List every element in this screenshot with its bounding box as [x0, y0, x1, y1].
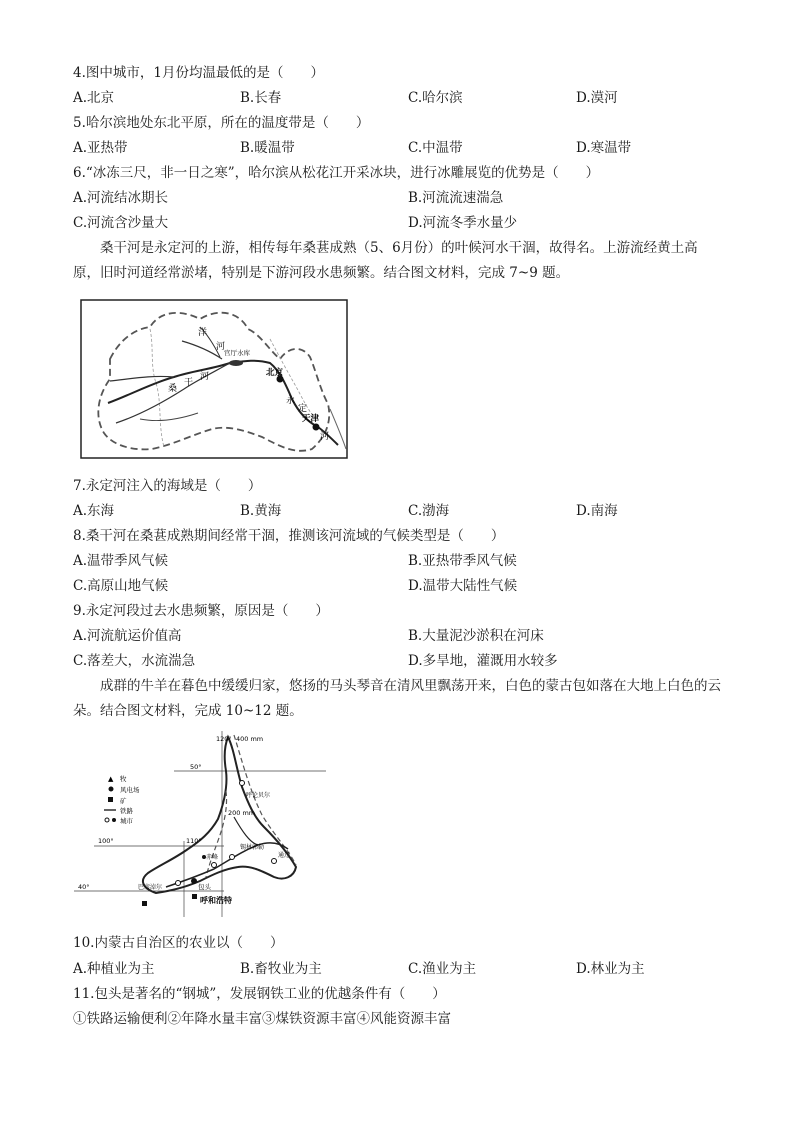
label-iso400: 400 mm [236, 735, 264, 743]
inner-mongolia-map [74, 731, 326, 917]
q11-choices: ①铁路运输便利②年降水量丰富③煤铁资源丰富④风能资源丰富 [73, 1011, 451, 1027]
q5-option-b: B.暖温带 [240, 140, 295, 156]
label-bayannaoer: 巴彦淖尔 [138, 884, 163, 891]
label-lat40: 40° [78, 883, 90, 891]
legend-marker-5b [112, 818, 116, 822]
legend-label-2: 风电场 [120, 786, 140, 794]
label-chifeng: 赤峰 [206, 854, 219, 861]
city-chifeng [212, 863, 217, 868]
legend-label-4: 铁路 [120, 807, 133, 815]
label-guanting: 官厅水库 [224, 349, 250, 357]
q5-option-a: A.亚热带 [73, 140, 128, 156]
label-he3: 河 [320, 432, 330, 442]
q6-option-b: B.河流流速湍急 [408, 190, 504, 206]
passage-sanggan: 桑干河是永定河的上游，相传每年桑葚成熟（5、6月份）的叶候河水干涸，故得名。上游流经黄土高原，旧时河道经常淤堵，特别是下游河段水患频繁。结合图文材料，完成 7~9 题。 [73, 240, 698, 281]
q9-option-a: A.河流航运价值高 [73, 628, 182, 644]
legend-label-5: 城市 [120, 817, 133, 825]
legend-label-1: 牧 [120, 775, 127, 783]
label-ding: 定 [298, 404, 308, 414]
q9-option-d: D.多旱地，灌溉用水较多 [408, 653, 558, 669]
q10-option-a: A.种植业为主 [73, 961, 155, 977]
q8-option-b: B.亚热带季风气候 [408, 553, 517, 569]
q6-option-d: D.河流冬季水量少 [408, 215, 518, 231]
q4-option-c: C.哈尔滨 [408, 90, 463, 106]
q8-stem: 8.桑干河在桑葚成熟期间经常干涸，推测该河流域的气候类型是（ ） [73, 528, 505, 544]
legend-marker-1: ▲ [108, 775, 114, 783]
q6-option-a: A.河流结冰期长 [73, 190, 169, 206]
label-gan: 干 [184, 378, 194, 388]
q7-option-b: B.黄海 [240, 503, 282, 519]
q7-option-a: A.东海 [73, 503, 115, 519]
q10-option-c: C.渔业为主 [408, 961, 477, 977]
label-iso200: 200 mm [228, 809, 256, 817]
q7-option-d: D.南海 [576, 503, 618, 519]
q6-option-c: C.河流含沙量大 [73, 215, 169, 231]
legend-marker-3 [108, 797, 113, 802]
q9-option-c: C.落差大，水流湍急 [73, 653, 196, 669]
tianjin-marker [313, 424, 320, 431]
q8-option-a: A.温带季风气候 [73, 553, 169, 569]
q8-option-d: D.温带大陆性气候 [408, 578, 518, 594]
q4-option-b: B.长春 [240, 90, 282, 106]
label-lon120: 120° [216, 735, 232, 743]
map1-frame [81, 300, 347, 458]
q4-option-a: A.北京 [73, 90, 115, 106]
q8-option-c: C.高原山地气候 [73, 578, 169, 594]
q10-option-d: D.林业为主 [576, 961, 645, 977]
label-tianjin: 天津 [302, 414, 320, 424]
railway-2 [234, 817, 258, 845]
label-sang: 桑 [168, 384, 178, 394]
city-xilinhaote [230, 855, 235, 860]
label-beijing: 北京 [266, 368, 284, 378]
q5-option-c: C.中温带 [408, 140, 463, 156]
q5-option-d: D.寒温带 [576, 140, 632, 156]
label-baotou: 包头 [198, 883, 211, 891]
guanting-reservoir [229, 360, 243, 366]
label-lon110: 110° [186, 837, 202, 845]
q6-stem: 6.“冰冻三尺，非一日之寒”，哈尔滨从松花江开采冰块，进行冰雕展览的优势是（ ） [73, 165, 600, 181]
passage-mongolia: 成群的牛羊在暮色中缓缓归家，悠扬的马头琴音在清风里飘荡开来，白色的蒙古包如落在大地上白色的云朵。结合图文材料，完成 10~12 题。 [73, 678, 721, 719]
legend-label-3: 矿 [120, 797, 127, 805]
label-hohhot: 呼和浩特 [200, 896, 232, 905]
q5-stem: 5.哈尔滨地处东北平原，所在的温度带是（ ） [73, 115, 370, 131]
label-yong: 永 [286, 396, 296, 406]
map-legend [104, 774, 140, 825]
q9-stem: 9.永定河段过去水患频繁，原因是（ ） [73, 603, 329, 619]
label-yang: 洋 [198, 328, 208, 338]
inner-mongolia-border [143, 737, 296, 893]
city-hohhot [192, 894, 197, 899]
q11-stem: 11.包头是著名的“钢城”，发展钢铁工业的优越条件有（ ） [73, 986, 446, 1002]
legend-marker-2 [109, 787, 114, 792]
q10-stem: 10.内蒙古自治区的农业以（ ） [73, 935, 284, 951]
yongding-river-map [80, 299, 348, 459]
label-lon100: 100° [98, 837, 114, 845]
q9-option-b: B.大量泥沙淤积在河床 [408, 628, 544, 644]
q7-stem: 7.永定河注入的海域是（ ） [73, 478, 262, 494]
q7-option-c: C.渤海 [408, 503, 450, 519]
label-xilinhaote: 锡林郭勒 [240, 844, 265, 851]
label-lat50: 50° [190, 763, 202, 771]
city-bayannaoer [176, 881, 181, 886]
mine-marker [142, 901, 147, 906]
label-hulunbeier: 呼伦贝尔 [246, 792, 271, 799]
city-baotou [191, 878, 197, 884]
label-he2: 河 [216, 342, 226, 352]
city-tongliao [272, 859, 277, 864]
city-hulunbeier [240, 781, 245, 786]
label-he1: 河 [200, 372, 210, 382]
legend-marker-5a [105, 818, 109, 822]
q10-option-b: B.畜牧业为主 [240, 961, 322, 977]
label-tongliao: 通辽 [278, 852, 291, 859]
q4-stem: 4.图中城市，1月份均温最低的是（ ） [73, 65, 324, 81]
q4-option-d: D.漠河 [576, 90, 618, 106]
